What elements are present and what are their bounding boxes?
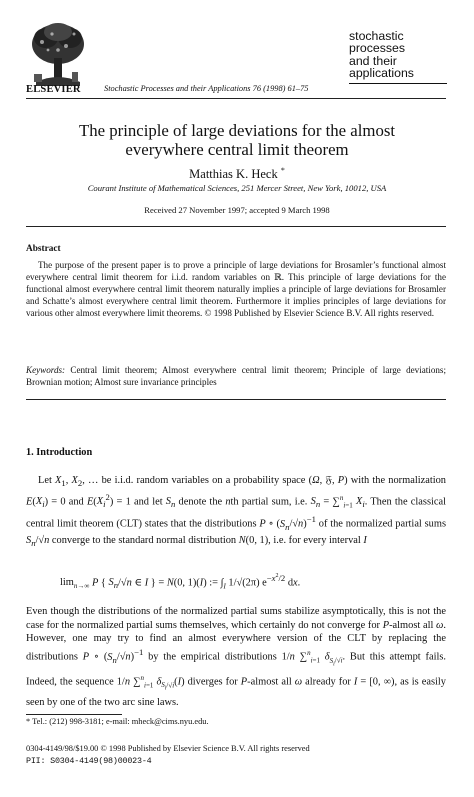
title-line: everywhere central limit theorem (125, 140, 349, 159)
brand-line: and their (349, 53, 397, 68)
footnote-divider (26, 714, 122, 715)
footnote: * Tel.: (212) 998-3181; e-mail: mheck@cims.nyu.edu. (26, 717, 209, 726)
elsevier-tree-logo (28, 20, 88, 90)
intro-paragraph-2 (26, 605, 446, 710)
paragraph-text: Even though the distributions of the normalized partial sums stabilize asymptotically, this is not the case for the normalized partial sums themselves, which certainly do not converge for P-almost all ω. However, one may try to find an almost everywhere version of the CLT by replacing the distributions P ∘ $(S_n/√n)^{-1}$ by the empirical distributions 1/n ∑$^n_{i=1}$ $\delta_{S_i/√i}$. But this attempt fails. Indeed, the sequence 1/n ∑$^n_{i=1}$ $\delta_{S_i/√i}(I)$ diverges for P-almost all ω already for I = [0, ∞), as is easily seen by one of the two arc sine laws. (26, 606, 446, 709)
brand-underline (349, 83, 447, 84)
title-line: The principle of large deviations for the almost (78, 121, 396, 140)
copyright-line: 0304-4149/98/$19.00 © 1998 Published by Elsevier Science B.V. All rights reserved (26, 744, 310, 753)
author-line (40, 166, 434, 182)
paragraph-text: Let $X_1$, $X_2$, … be i.i.d. random variables on a probability space (Ω, 𝔉, P) with the normalization $E(X_i) = 0$ and $E(X_i^2) = 1$ and let $S_n$ denote the nth partial sum, i.e. $S_n = \sum^n_{i=1}$ $X_i$. Then the classical central limit theorem (CLT) states that the distributions P ∘ $(S_n/√n)^{-1}$ of the normalized partial sums $S_n/√n$ converge to the standard normal distribution N(0, 1), i.e. for every interval I (26, 475, 447, 549)
keywords-list: Central limit theorem; Almost everywhere central limit theorem; Principle of large deviations; Brownian motion; Almost sure invariance principles (26, 365, 446, 388)
keywords (26, 364, 446, 388)
abstract-body (26, 259, 446, 319)
brand-line: applications (349, 66, 414, 81)
section-heading: 1. Introduction (26, 447, 93, 458)
abstract-bottom-divider (26, 399, 446, 400)
author-footnote-mark: * (280, 166, 285, 175)
abstract-top-divider (26, 226, 446, 227)
abstract-heading: Abstract (26, 244, 61, 254)
author-name: Matthias K. Heck (189, 167, 278, 182)
header-divider (26, 98, 446, 99)
journal-citation: Stochastic Processes and their Applications 76 (1998) 61–75 (104, 84, 309, 93)
affiliation: Courant Institute of Mathematical Sciences, 251 Mercer Street, New York, 10012, USA (87, 183, 387, 193)
clt-formula: $\lim_{n\to\infty} P$ { $S_n/√n$ ∈ I } = N(0, 1)(I) := $\int_I$ 1/√(2π) $e^{-x^2/2}$ dx. (60, 573, 301, 591)
received-dates: Received 27 November 1997; accepted 9 March 1998 (144, 205, 330, 215)
article-title (40, 121, 434, 159)
intro-paragraph-1 (26, 474, 446, 551)
keywords-label: Keywords: (26, 365, 66, 375)
brand-line: stochastic (349, 29, 404, 43)
abstract-paragraph: The purpose of the present paper is to prove a principle of large deviations for Brosamler’s functional almost everywhere central limit theorem for i.i.d. random variables on ℝ. This principle of large deviations for the functional almost everywhere central limit theorem naturally implies a principle of large deviations for Brosamler and Schatte’s almost everywhere central limit theorem. Furthermore it implies principles of large deviations for various other almost everywhere limit theorems. © 1998 Published by Elsevier Science B.V. All rights reserved. (26, 260, 446, 319)
brand-line: processes (349, 41, 406, 56)
pii-line: PII: S0304-4149(98)00023-4 (26, 756, 152, 766)
journal-brand (349, 30, 447, 84)
publisher-name: ELSEVIER (26, 84, 81, 95)
